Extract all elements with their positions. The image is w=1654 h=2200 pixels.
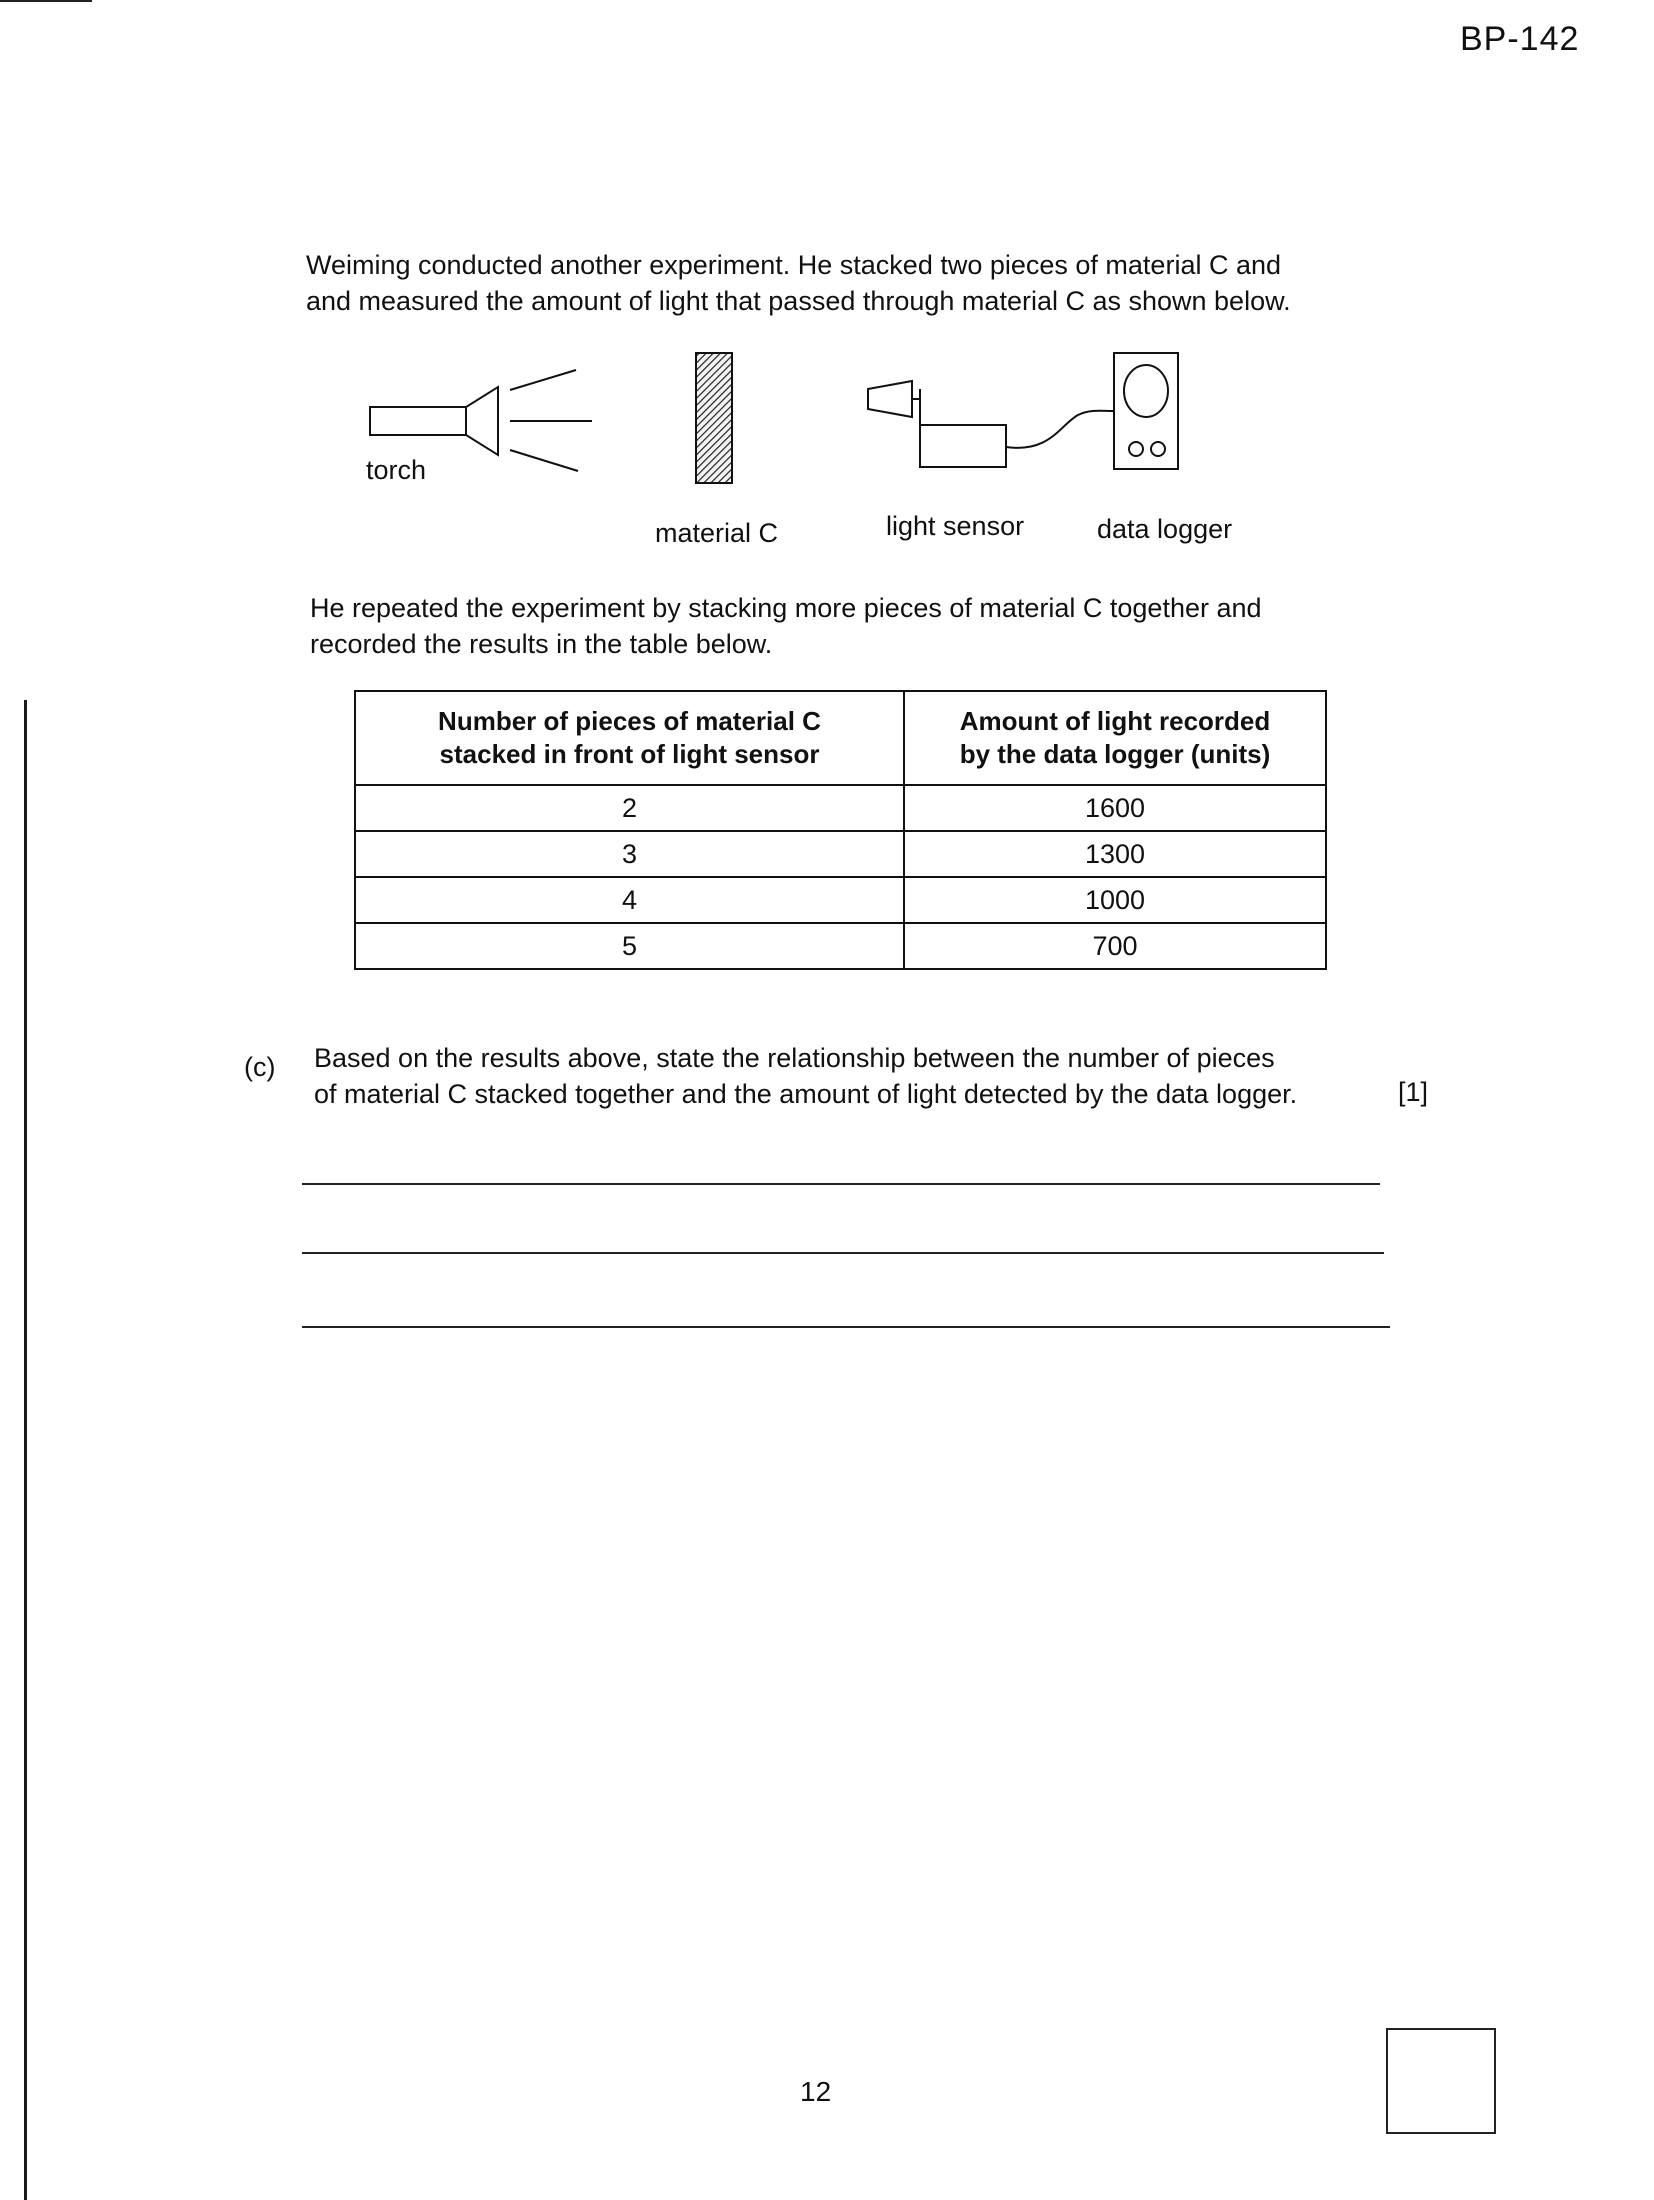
material-c-label: material C <box>655 518 779 548</box>
intro-text-line-2: and measured the amount of light that passed through material C as shown below. <box>306 286 1291 316</box>
cell-pieces: 4 <box>355 877 904 923</box>
results-table <box>354 690 1327 970</box>
experiment-diagram <box>360 345 1190 505</box>
header-pieces-line-1: Number of pieces of material C <box>438 706 821 736</box>
page-code: BP-142 <box>1460 20 1580 58</box>
cell-light: 1000 <box>904 877 1326 923</box>
intro-text-line-1: Weiming conducted another experiment. He stacked two pieces of material C and <box>306 250 1282 280</box>
table-row <box>355 877 1326 923</box>
question-text-line-2: of material C stacked together and the amount of light detected by the data logger. <box>314 1079 1298 1109</box>
data-logger-label: data logger <box>1097 514 1233 544</box>
light-sensor-label: light sensor <box>886 511 1025 541</box>
top-rule <box>0 0 92 2</box>
cell-light: 700 <box>904 923 1326 969</box>
table-row <box>355 785 1326 831</box>
answer-line[interactable] <box>302 1326 1390 1328</box>
cell-light: 1300 <box>904 831 1326 877</box>
table-row <box>355 831 1326 877</box>
score-box[interactable] <box>1386 2028 1496 2134</box>
header-light-line-1: Amount of light recorded <box>959 706 1271 736</box>
answer-line[interactable] <box>302 1252 1384 1254</box>
cell-pieces: 2 <box>355 785 904 831</box>
page-number: 12 <box>800 2076 832 2107</box>
cell-light: 1600 <box>904 785 1326 831</box>
cell-pieces: 3 <box>355 831 904 877</box>
cell-pieces: 5 <box>355 923 904 969</box>
data-logger-icon <box>1114 353 1178 469</box>
answer-line[interactable] <box>302 1183 1380 1185</box>
material-c-block <box>696 353 732 483</box>
question-label: (c) <box>244 1052 276 1082</box>
torch-label: torch <box>366 455 427 485</box>
repeat-text-line-2: recorded the results in the table below. <box>310 629 773 659</box>
question-marks: [1] <box>1398 1077 1429 1107</box>
header-pieces <box>355 691 904 785</box>
header-light <box>904 691 1326 785</box>
light-sensor-icon <box>868 381 1114 467</box>
table-header-row <box>355 691 1326 785</box>
header-pieces-line-2: stacked in front of light sensor <box>439 739 820 769</box>
question-text-line-1: Based on the results above, state the relationship between the number of pieces <box>314 1043 1275 1073</box>
table-row <box>355 923 1326 969</box>
left-margin-line <box>24 700 27 2200</box>
header-light-line-2: by the data logger (units) <box>959 739 1271 769</box>
repeat-text-line-1: He repeated the experiment by stacking more pieces of material C together and <box>310 593 1262 623</box>
